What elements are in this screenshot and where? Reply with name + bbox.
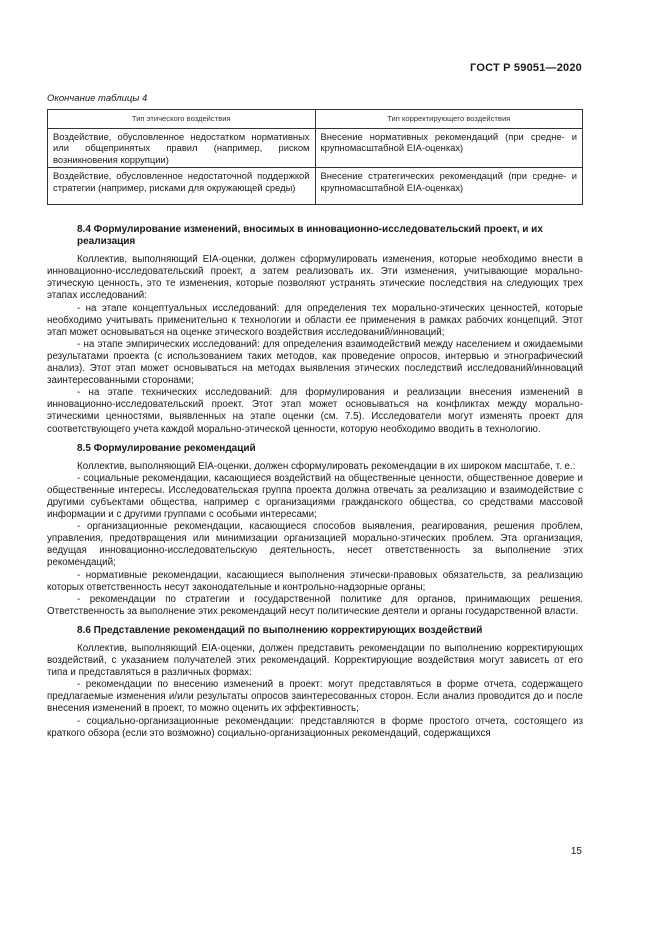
paragraph: Коллектив, выполняющий EIA-оценки, должен представить рекомендации по выполнению корректирующих воздействий, с указанием получателей этих рекомендаций. Корректирующие воздействия могут зависеть от его типа и представляться в различных формах:: [47, 643, 583, 679]
table-row: [48, 128, 583, 168]
paragraph: - организационные рекомендации, касающиеся способов выявления, реагирования, решения проблем, управления, предотвращения или минимизации организацией морально-этических проблем. Эта организация, ведущая инновационно-исследовательскую деятельность, несет ответственность за выполнение этих рекомендаций;: [47, 521, 583, 569]
paragraph: - на этапе концептуальных исследований: для определения тех морально-этических ценностей, которые необходимо учитывать применительно к технологии и области ее применения в рамках рабочих концепций. Этот этап может основываться на оценке этического воздействия исследований/инноваций;: [47, 302, 583, 338]
section-title: 8.4 Формулирование изменений, вносимых в инновационно-исследовательский проект, и их реализация: [77, 224, 543, 248]
document-body: [47, 224, 583, 740]
paragraph: - на этапе эмпирических исследований: для определения взаимодействий между населением и ожидаемыми результатами проекта (с использованием таких методов, как проведение опросов, интервью и этнографический анализ). Этот этап может основываться на методах выявления этических последствий исследований/инноваций заинтересованными сторонами;: [47, 338, 583, 387]
paragraph: - рекомендации по стратегии и государственной политике для органов, принимающих решения. Ответственность за выполнение этих рекомендаций несут политические деятели и органы государственной власти.: [47, 593, 583, 617]
ethics-impact-table: [47, 109, 583, 205]
section-title: 8.6 Представление рекомендаций по выполнению корректирующих воздействий: [77, 624, 483, 636]
table-row: [48, 168, 583, 205]
paragraph: - социальные рекомендации, касающиеся воздействий на общественные ценности, общественное доверие и общественные интересы. Исследовательская группа проекта должна отвечать за реализацию и взаимодействие с другими субъектами общества, например с организациями гражданского общества, со средствами массовой информации и с другими группами с особыми интересами;: [47, 472, 583, 521]
paragraph: - социально-организационные рекомендации: представляются в форме простого отчета, состоящего из краткого обзора (если это возможно) социально-организационных рекомендаций, содержащихся: [47, 715, 583, 739]
table-header-row: [48, 110, 583, 129]
standard-code: ГОСТ Р 59051—2020: [470, 62, 582, 74]
paragraph: Коллектив, выполняющий EIA-оценки, должен сформулировать рекомендации в их широком масштабе, т. е.:: [77, 460, 576, 472]
paragraph: - рекомендации по внесению изменений в проект: могут представляться в форме отчета, содержащего предлагаемые изменения и/или результаты опросов заинтересованных сторон. Если анализ проводится до и после внесения изменений в проект, то можно оценить их эффективность;: [47, 679, 583, 715]
table-header-cell: Тип этического воздействия: [48, 110, 316, 129]
table-cell: Воздействие, обусловленное недостаточной поддержкой стратегии (например, рисками для окружающей среды): [48, 168, 316, 205]
section-title: 8.5 Формулирование рекомендаций: [77, 442, 256, 454]
table-cell: Внесение нормативных рекомендаций (при средне- и крупномасштабной EIA-оценках): [315, 128, 583, 168]
table-caption: Окончание таблицы 4: [47, 93, 148, 104]
table-cell: Внесение стратегических рекомендаций (при средне- и крупномасштабной EIA-оценках): [315, 168, 583, 205]
page-number: 15: [570, 846, 582, 857]
table-cell: Воздействие, обусловленное недостатком нормативных или общепринятых правил (например, риском возникновения коррупции): [48, 128, 316, 168]
paragraph: - на этапе технических исследований: для формулирования и реализации внесения изменений в инновационно-исследовательский проект. Этот этап может основываться на конфликтах между морально-этическими ценностями, выявленных на этапе оценки (см. 7.5). Исследователи могут изменять проект для соответствующего учета каждой морально-этической ценности, которую необходимо вводить в технологию.: [47, 387, 583, 435]
paragraph: Коллектив, выполняющий EIA-оценки, должен сформулировать изменения, которые необходимо внести в инновационно-исследовательский проект, а затем реализовать их. Эти изменения, учитывающие морально-этическую ценность, это те изменения, которые позволяют устранять этические последствия на следующих трех этапах исследований:: [47, 254, 583, 302]
paragraph: - нормативные рекомендации, касающиеся выполнения этически-правовых обязательств, за реализацию которых ответственность несут законодательные и контрольно-надзорные органы;: [47, 569, 583, 593]
table-header-cell: Тип корректирующего воздействия: [315, 110, 583, 129]
